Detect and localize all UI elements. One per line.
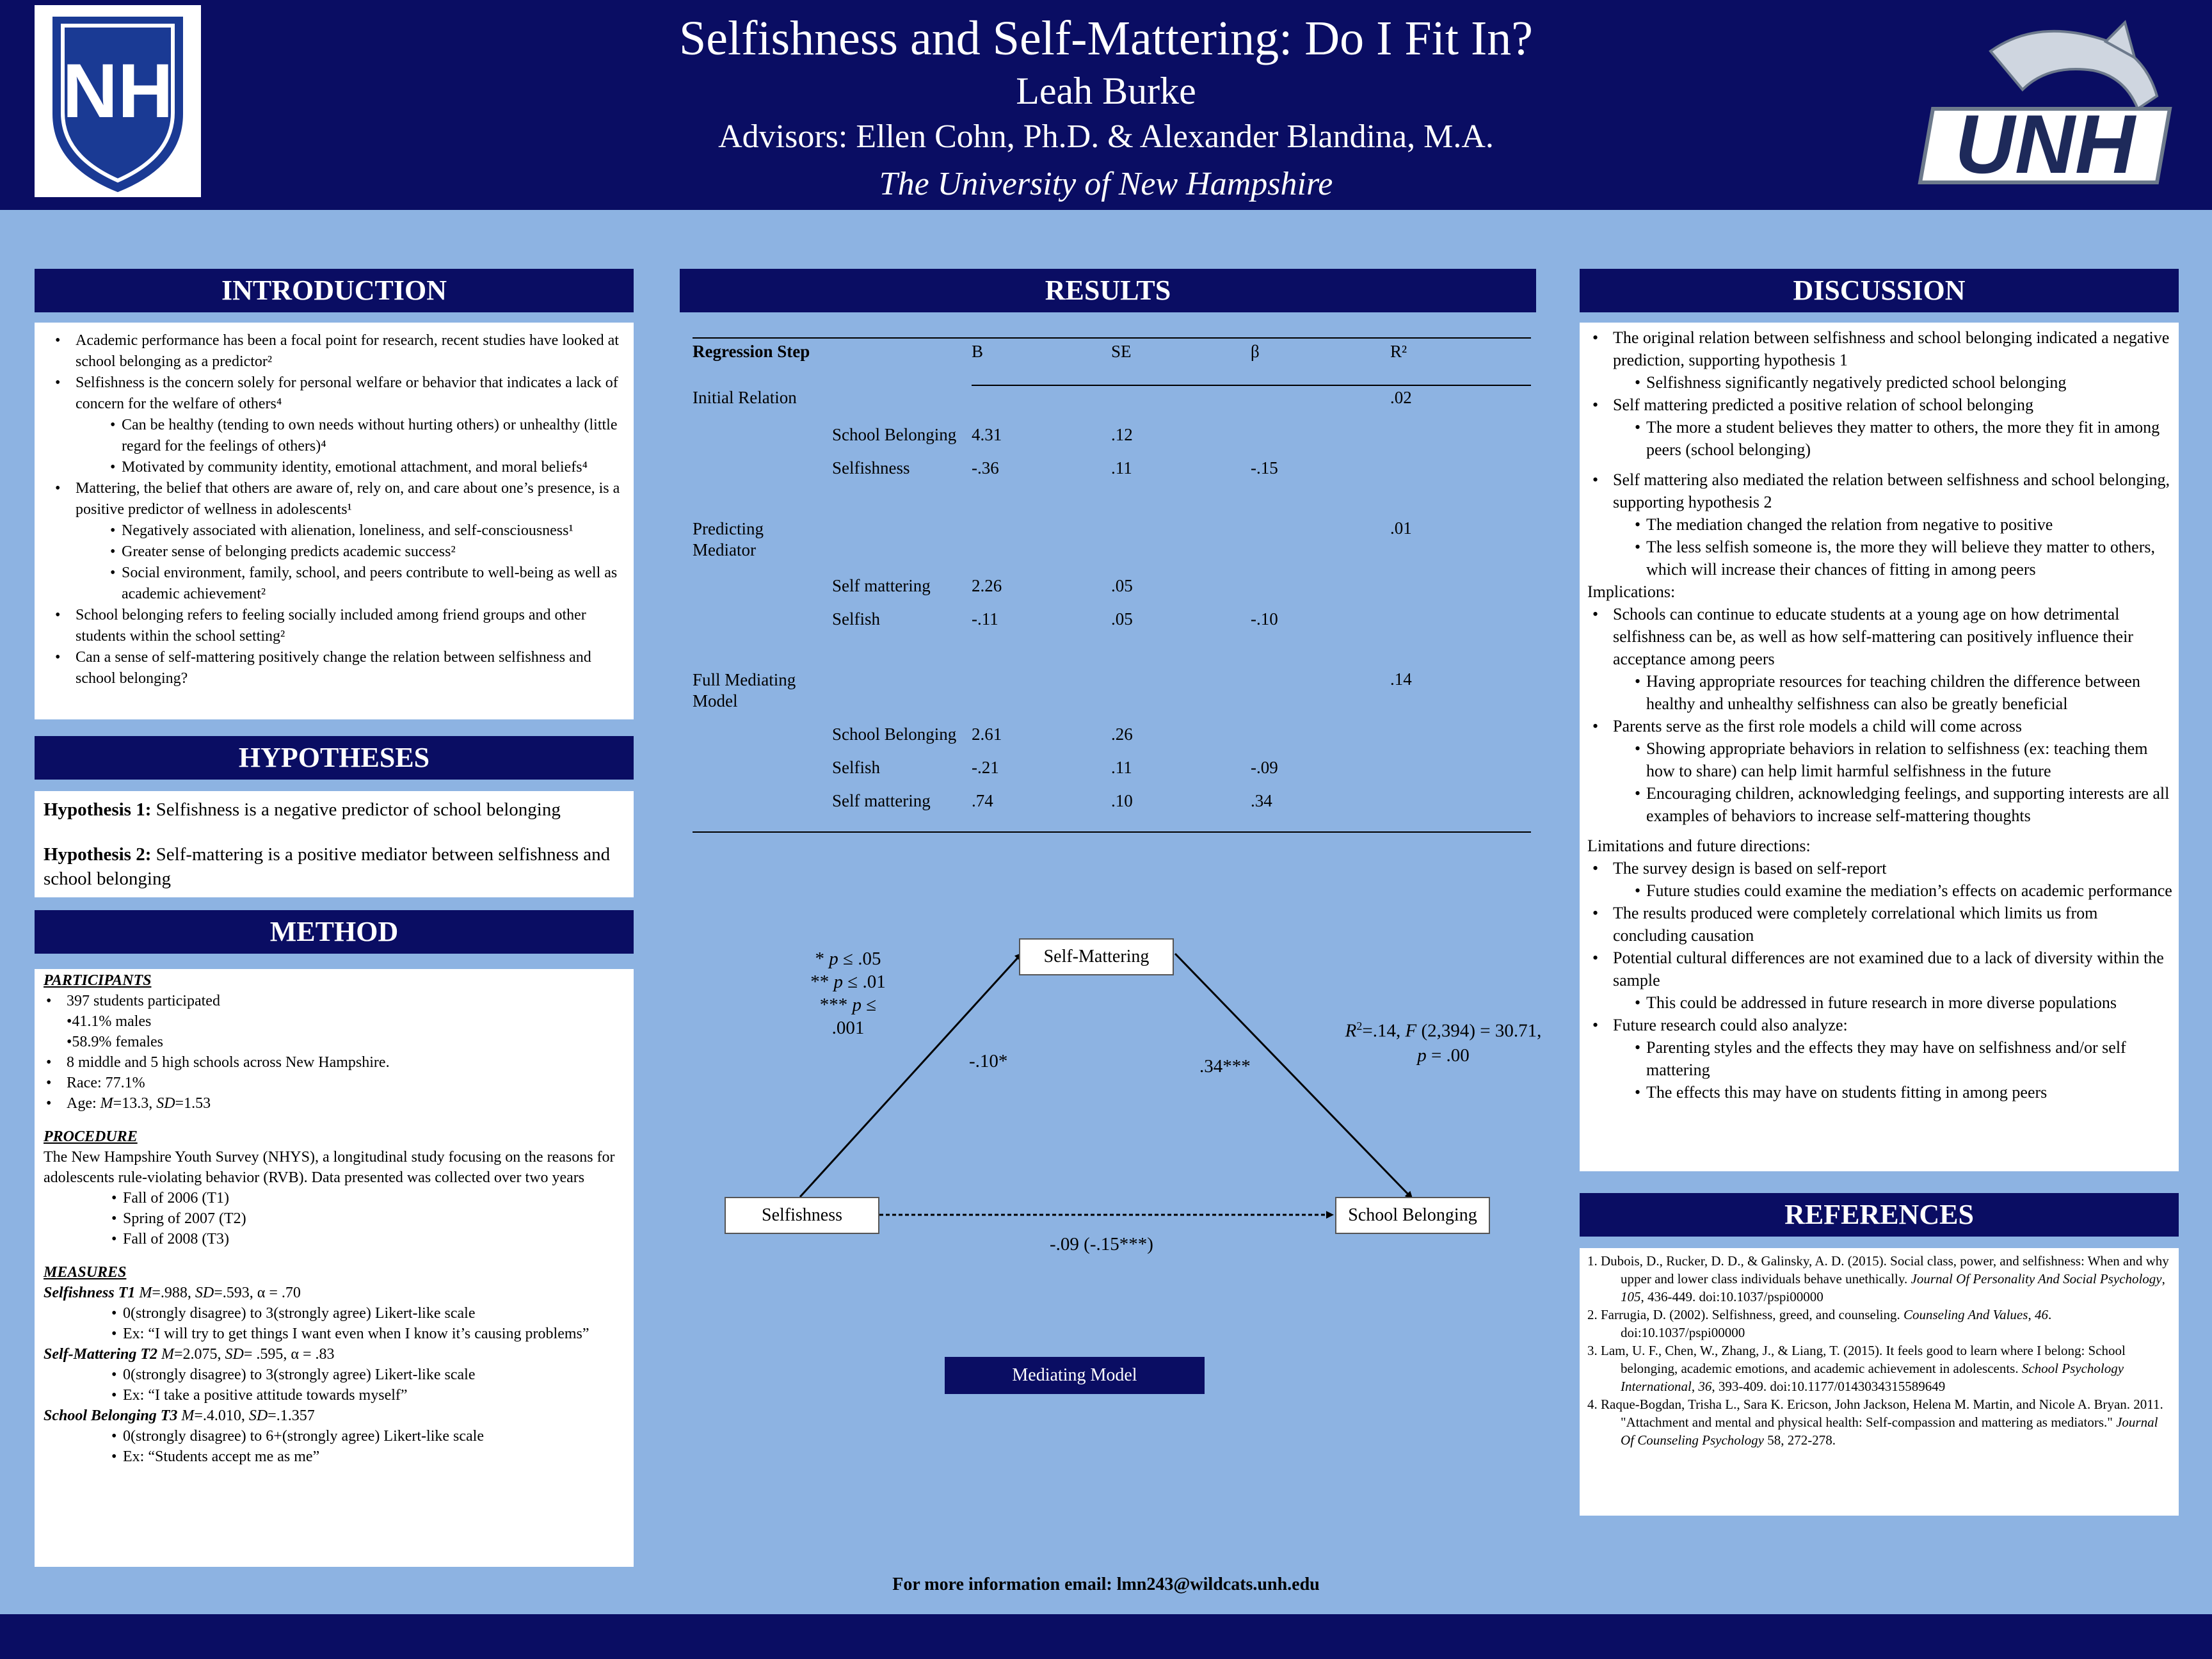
stat-value: =.593, α = .70 (214, 1285, 301, 1301)
list-item: • 0(strongly disagree) to 3(strongly agree) Likert-like scale (123, 1303, 626, 1324)
cell-var: Self mattering (832, 576, 931, 595)
introduction-heading: INTRODUCTION (35, 269, 634, 312)
list-item: • Can a sense of self-mattering positively change the relation between selfishness and school belonging? (76, 647, 626, 689)
cell-se: .11 (1111, 758, 1132, 777)
cell-beta: -.09 (1251, 758, 1278, 777)
model-fit-line-2 (1331, 1043, 1555, 1068)
node-selfishness: Selfishness (725, 1197, 879, 1234)
author: Leah Burke (1016, 70, 1196, 112)
ref-text: , 436-449. doi:10.1037/pspi00000 (1640, 1289, 1823, 1304)
list-item-text: Mattering, the belief that others are aware of, rely on, and care about one’s presence, is a positive predictor of wellness in adolescents¹ (76, 480, 620, 518)
implications-label: Implications: (1587, 582, 1676, 601)
ref-text: , (2028, 1307, 2035, 1322)
list-item-text: Parents serve as the first role models a child will come across (1613, 717, 2022, 735)
stat-value: =.988, (152, 1285, 195, 1301)
cell-b: .74 (972, 791, 993, 810)
fit-f: F (1405, 1020, 1417, 1041)
cell-se: .11 (1111, 458, 1132, 477)
stat-value: =1.53 (175, 1095, 211, 1112)
cell-var: Selfishness (832, 458, 910, 477)
advisors: Advisors: Ellen Cohn, Ph.D. & Alexander Blandina, M.A. (718, 118, 1494, 155)
ref-volume: 105 (1621, 1289, 1641, 1304)
list-item: • Race: 77.1% (67, 1073, 626, 1093)
stat-symbol: M (100, 1095, 113, 1112)
svg-text:NH: NH (62, 48, 173, 134)
list-item: • Ex: “I will try to get things I want even when I know it’s causing problems” (123, 1324, 626, 1344)
model-fit-line-1 (1331, 1014, 1555, 1043)
list-item: • The effects this may have on students fitting in among peers (1646, 1081, 2174, 1103)
list-item: • The results produced were completely correlational which limits us from concluding causation (1613, 902, 2174, 947)
stat-value: = .595, α = .83 (243, 1346, 335, 1363)
cell-se: .05 (1111, 576, 1133, 595)
node-school-belonging: School Belonging (1335, 1197, 1490, 1234)
ref-text: 58, 272-278. (1763, 1432, 1836, 1448)
list-item: • School belonging refers to feeling socially included among friend groups and other students within the school setting² (76, 605, 626, 647)
list-item: • Social environment, family, school, and peers contribute to well-being as well as academic achievement² (122, 563, 626, 605)
reference-item (1585, 1342, 2172, 1395)
sig-value: ≤ .01 (843, 972, 886, 992)
stat-symbol: SD (248, 1407, 268, 1424)
ref-text: 1. Dubois, D., Rucker, D. D., & Galinsky, A. D. (2015). Social class, power, and selfishness: When and why upper and lower class individuals behave unethically. (1587, 1253, 2169, 1286)
list-item: • The mediation changed the relation from negative to positive (1646, 513, 2174, 536)
limitations-label: Limitations and future directions: (1587, 837, 1811, 855)
sig-p: p (833, 972, 844, 992)
participants-heading: PARTICIPANTS (44, 972, 152, 989)
list-item: • Negatively associated with alienation, loneliness, and self-consciousness¹ (122, 520, 626, 541)
cell-r2: .01 (1390, 518, 1412, 538)
university: The University of New Hampshire (879, 166, 1333, 202)
list-item (1613, 947, 2174, 1014)
svg-text:UNH: UNH (1955, 97, 2135, 191)
stat-value: =13.3, (113, 1095, 157, 1112)
list-item: • This could be addressed in future research in more diverse populations (1646, 991, 2174, 1014)
list-item (1613, 326, 2174, 394)
list-item: • Fall of 2008 (T3) (123, 1229, 626, 1249)
fit-value: =.14, (1362, 1020, 1406, 1041)
list-item: • The more a student believes they matter to others, the more they fit in among peers (school belonging) (1646, 416, 2174, 461)
method-heading: METHOD (35, 910, 634, 954)
list-item (1613, 603, 2174, 715)
list-item (1613, 715, 2174, 827)
ref-text: 2. Farrugia, D. (2002). Selfishness, greed, and counseling. (1587, 1307, 1903, 1322)
column-header: SE (1111, 342, 1132, 361)
ref-text: , (2161, 1271, 2165, 1286)
path-b-label: .34*** (1199, 1056, 1251, 1077)
list-item-text: Potential cultural differences are not examined due to a lack of diversity within the sample (1613, 949, 2164, 990)
stat-symbol: SD (156, 1095, 175, 1112)
stat-value: =.1.357 (268, 1407, 315, 1424)
list-item: • Academic performance has been a focal point for research, recent studies have looked at school belonging as a predictor² (76, 330, 626, 373)
significance-item (806, 993, 890, 1039)
list-item: •41.1% males (67, 1013, 152, 1030)
stat-value: =2.075, (174, 1346, 225, 1363)
hypothesis-1-label: Hypothesis 1: (44, 799, 152, 820)
significance-item (806, 970, 890, 993)
list-item-text: 397 students participated (67, 993, 220, 1009)
contact-email: For more information email: lmn243@wildcats.unh.edu (892, 1575, 1320, 1594)
model-fit-statistics (1331, 1014, 1555, 1068)
sig-stars: * (815, 949, 830, 969)
stat-value: =.4.010, (194, 1407, 249, 1424)
ref-text: 3. Lam, U. F., Chen, W., Zhang, J., & Liang, T. (2015). It feels good to learn where I belong: School belonging, academic emotions, and academic achievement in adolescents. (1587, 1343, 2126, 1376)
fit-r: R (1345, 1020, 1357, 1041)
cell-b: 4.31 (972, 425, 1002, 444)
stat-symbol: M (139, 1285, 152, 1301)
fit-value: (2,394) = 30.71, (1416, 1020, 1542, 1041)
ref-text: , (1691, 1379, 1699, 1394)
path-a-label: -.10* (969, 1051, 1008, 1071)
cell-beta: .34 (1251, 791, 1272, 810)
list-item: • Motivated by community identity, emotional attachment, and moral beliefs⁴ (122, 457, 626, 478)
list-item: • Showing appropriate behaviors in relation to selfishness (ex: teaching them how to share) can help limit harmful selfishness in the future (1646, 737, 2174, 782)
measure-name: School Belonging T3 (44, 1407, 182, 1424)
discussion-panel (1580, 323, 2179, 1171)
column-header: B (972, 342, 984, 361)
cell-var: Selfish (832, 758, 881, 777)
list-item: • Can be healthy (tending to own needs without hurting others) or unhealthy (little regard for the feelings of others)⁴ (122, 415, 626, 457)
significance-legend (806, 947, 890, 1039)
mediating-model-caption: Mediating Model (945, 1357, 1205, 1394)
cell-beta: -.15 (1251, 458, 1278, 477)
cell-se: .12 (1111, 425, 1133, 444)
list-item: • Ex: “I take a positive attitude towards myself” (123, 1385, 626, 1406)
list-item: • Spring of 2007 (T2) (123, 1208, 626, 1229)
list-item: • Having appropriate resources for teaching children the difference between healthy and unhealthy selfishness can also be greatly beneficial (1646, 670, 2174, 715)
cell-r2: .14 (1390, 669, 1412, 689)
ref-text: , 393-409. doi:10.1177/0143034315589649 (1711, 1379, 1946, 1394)
sig-stars: ** (810, 972, 834, 992)
list-item-text: Self mattering predicted a positive relation of school belonging (1613, 396, 2034, 414)
list-item-text: The original relation between selfishness and school belonging indicated a negative prediction, supporting hypothesis 1 (1613, 328, 2170, 369)
cell-b: -.21 (972, 758, 999, 777)
list-item: • Greater sense of belonging predicts academic success² (122, 541, 626, 563)
list-item (1613, 469, 2174, 581)
list-item: • 0(strongly disagree) to 6+(strongly agree) Likert-like scale (123, 1426, 626, 1447)
list-item: • Parenting styles and the effects they may have on selfishness and/or self mattering (1646, 1036, 2174, 1081)
cell-var: School Belonging (832, 425, 957, 444)
cell-se: .05 (1111, 609, 1133, 629)
ref-journal: Journal Of Counseling Psychology (1621, 1415, 2158, 1448)
list-item-text: Selfishness is the concern solely for personal welfare or behavior that indicates a lack of concern for the welfare of others⁴ (76, 374, 618, 412)
ref-text: . doi:10.1037/pspi00000 (1621, 1307, 2052, 1340)
sig-p: p (852, 995, 862, 1015)
column-header: Regression Step (693, 342, 810, 361)
cell-step: Full Mediating Model (693, 670, 796, 710)
sig-value: ≤ .001 (831, 995, 877, 1038)
cell-se: .10 (1111, 791, 1133, 810)
cell-var: Self mattering (832, 791, 931, 810)
cell-se: .26 (1111, 725, 1133, 744)
ref-volume: 36 (1698, 1379, 1712, 1394)
measure-name: Self-Mattering T2 (44, 1346, 161, 1363)
list-item: • 0(strongly disagree) to 3(strongly agree) Likert-like scale (123, 1365, 626, 1385)
stat-symbol: M (181, 1407, 195, 1424)
sig-p: p (829, 949, 838, 969)
ref-journal: Counseling And Values (1903, 1307, 2028, 1322)
reference-item (1585, 1306, 2172, 1342)
footer-bar (0, 1614, 2212, 1659)
cell-var: School Belonging (832, 725, 957, 744)
list-item-text: Self mattering also mediated the relation between selfishness and school belonging, supporting hypothesis 2 (1613, 470, 2170, 511)
ref-volume: 46 (2034, 1307, 2048, 1322)
list-item (1613, 1014, 2174, 1103)
stat-symbol: SD (225, 1346, 244, 1363)
node-self-mattering: Self-Mattering (1019, 938, 1174, 975)
significance-item (806, 947, 890, 970)
ref-journal: Journal Of Personality And Social Psychology (1911, 1271, 2162, 1286)
cell-b: -.36 (972, 458, 999, 477)
poster-title: Selfishness and Self-Mattering: Do I Fit In? (678, 12, 1533, 65)
column-header: β (1251, 342, 1260, 361)
list-item (1613, 857, 2174, 902)
cell-var: Selfish (832, 609, 881, 629)
cell-b: 2.61 (972, 725, 1002, 744)
list-item: • Selfishness significantly negatively predicted school belonging (1646, 371, 2174, 394)
cell-r2: .02 (1390, 388, 1412, 407)
fit-sup: 2 (1356, 1020, 1363, 1032)
list-item: • Future studies could examine the mediation’s effects on academic performance (1646, 879, 2174, 902)
discussion-heading: DISCUSSION (1580, 269, 2179, 312)
list-item-text: Schools can continue to educate students at a young age on how detrimental selfishness can be, as well as how self-mattering can positively influence their acceptance among peers (1613, 605, 2133, 668)
hypothesis-2-text: Self-mattering is a positive mediator between selfishness and school belonging (44, 844, 611, 889)
stat-symbol: M (161, 1346, 174, 1363)
ref-journal: School Psychology International (1621, 1361, 2124, 1394)
list-item: •58.9% females (67, 1034, 164, 1050)
cell-b: -.11 (972, 609, 998, 629)
reference-item (1585, 1252, 2172, 1306)
fit-value: = .00 (1426, 1045, 1470, 1066)
measure-name: Selfishness T1 (44, 1285, 140, 1301)
measures-heading: MEASURES (44, 1264, 127, 1281)
references-heading: REFERENCES (1580, 1193, 2179, 1237)
list-item: • Encouraging children, acknowledging feelings, and supporting interests are all examples of behaviors to increase self-mattering thoughts (1646, 782, 2174, 827)
list-item (1613, 394, 2174, 461)
path-c-label: -.09 (-.15***) (1050, 1234, 1153, 1254)
list-item: • The less selfish someone is, the more they will believe they matter to others, which will increase their chances of fitting in among peers (1646, 536, 2174, 581)
references-panel (1580, 1248, 2179, 1516)
hypothesis-1-text: Selfishness is a negative predictor of school belonging (151, 799, 561, 820)
cell-beta: -.10 (1251, 609, 1278, 629)
cell-b: 2.26 (972, 576, 1002, 595)
fit-p: p (1417, 1045, 1427, 1066)
list-item-text: Future research could also analyze: (1613, 1016, 1848, 1034)
sig-value: ≤ .05 (838, 949, 881, 969)
list-item-text: The survey design is based on self-report (1613, 859, 1887, 878)
hypothesis-2-label: Hypothesis 2: (44, 844, 152, 865)
hypotheses-heading: HYPOTHESES (35, 736, 634, 780)
reference-item (1585, 1395, 2172, 1449)
ref-text: 4. Raque-Bogdan, Trisha L., Sara K. Ericson, John Jackson, Helena M. Martin, and Nicole A. Bryan. 2011. "Attachment and mental and physical health: Self-compassion and mattering as mediators." (1587, 1397, 2163, 1430)
list-item: • Fall of 2006 (T1) (123, 1188, 626, 1208)
list-item: • 8 middle and 5 high schools across New Hampshire. (67, 1052, 626, 1073)
list-item: • Ex: “Students accept me as me” (123, 1447, 626, 1467)
procedure-text: The New Hampshire Youth Survey (NHYS), a longitudinal study focusing on the reasons for adolescents rule-violating behavior (RVB). Data presented was collected over two years (44, 1149, 615, 1186)
cell-step: Predicting Mediator (693, 519, 764, 559)
procedure-heading: PROCEDURE (44, 1128, 138, 1145)
age-label: Age: (67, 1095, 100, 1112)
column-header: R² (1390, 342, 1407, 361)
stat-symbol: SD (195, 1285, 214, 1301)
cell-step: Initial Relation (693, 388, 797, 407)
sig-stars: *** (819, 995, 853, 1015)
results-heading: RESULTS (680, 269, 1536, 312)
